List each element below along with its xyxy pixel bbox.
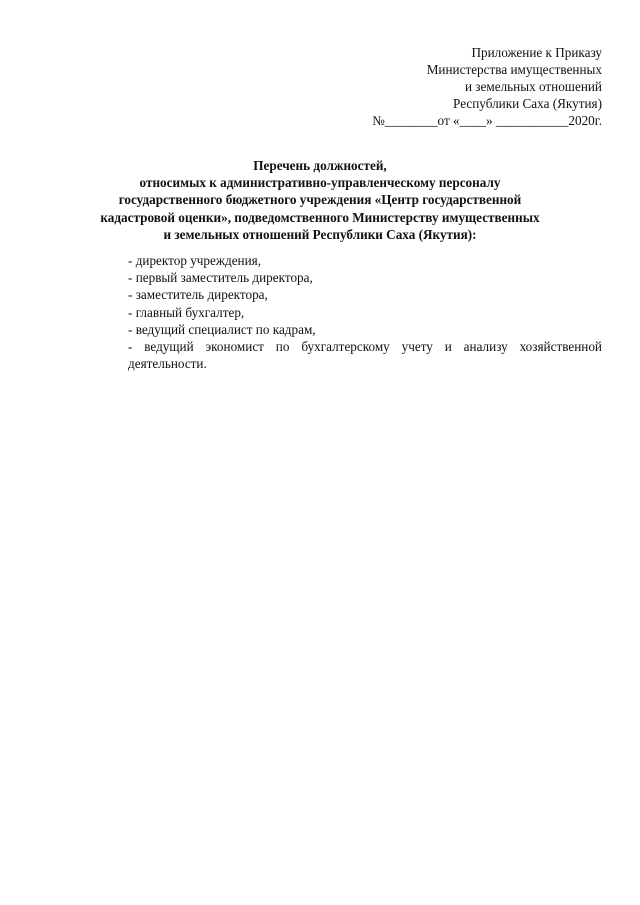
position-item: - первый заместитель директора,	[128, 270, 313, 286]
header-line-order-number-date: №________от «____» ___________2020г.	[372, 113, 602, 128]
position-item: - ведущий экономист по бухгалтерскому учету и анализу хозяйственной деятельности.	[128, 339, 602, 372]
header-line-appendix: Приложение к Приказу	[471, 45, 602, 60]
header-line-ministry: Министерства имущественных	[426, 62, 602, 77]
title-line-5: и земельных отношений Республики Саха (Якутия):	[163, 226, 477, 242]
title-line-1: Перечень должностей,	[253, 158, 387, 173]
title-line-2: относимых к административно-управленческому персоналу	[139, 175, 501, 191]
header-line-relations: и земельных отношений	[464, 79, 602, 94]
title-line-4: кадастровой оценки», подведомственного Министерству имущественных	[100, 209, 540, 225]
title-line-3: государственного бюджетного учреждения «Центр государственной	[118, 192, 522, 208]
position-item: - главный бухгалтер,	[128, 304, 245, 320]
document-title	[80, 157, 560, 243]
position-item: - директор учреждения,	[128, 253, 262, 268]
approval-header	[302, 44, 602, 129]
position-item: - ведущий специалист по кадрам,	[128, 321, 316, 337]
position-item: - заместитель директора,	[128, 287, 268, 303]
header-line-republic: Республики Саха (Якутия)	[453, 96, 602, 111]
positions-list	[128, 252, 602, 372]
